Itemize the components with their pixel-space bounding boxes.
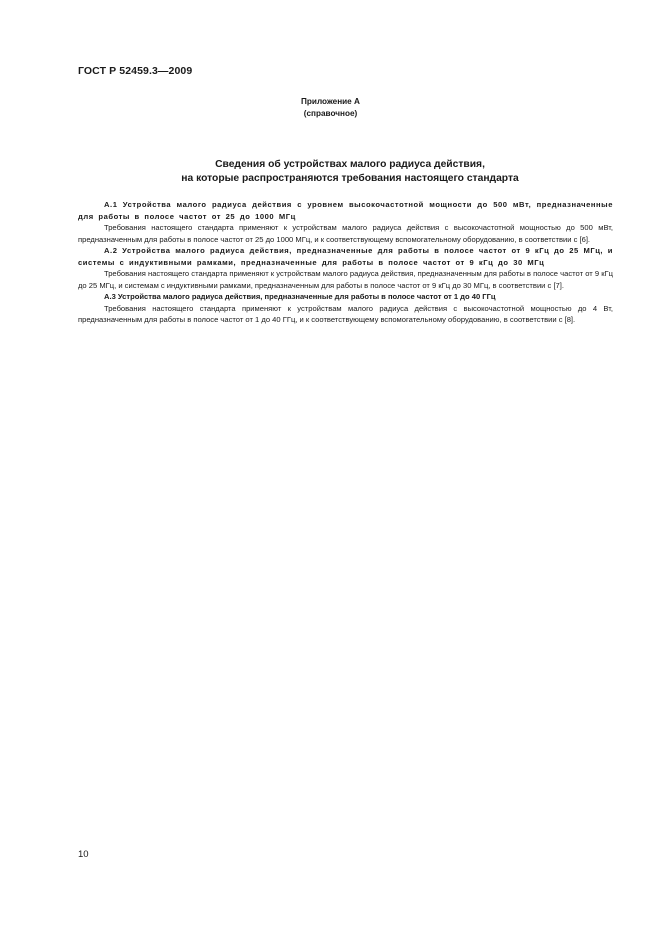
annex-heading-line-2: на которые распространяются требования настоящего стандарта xyxy=(181,173,519,184)
annex-heading xyxy=(0,158,661,186)
page-number: 10 xyxy=(78,849,89,860)
annex-title: Приложение А xyxy=(301,97,360,106)
section-a2-title: А.2 Устройства малого радиуса действия, предназначенные для работы в полосе частот от 9 кГц до 25 МГц, и системы с индуктивными рамками, предназначенные для работы в полосе частот от 9 кГц до 30 МГц xyxy=(78,246,613,267)
document-code: ГОСТ Р 52459.3—2009 xyxy=(78,65,193,77)
section-a1-title: А.1 Устройства малого радиуса действия с уровнем высокочастотной мощности до 500 мВт, предназначенные для работы в полосе частот от 25 до 1000 МГц xyxy=(78,200,613,221)
section-a1-body: Требования настоящего стандарта применяют к устройствам малого радиуса действия с высокочастотной мощностью до 500 мВт, предназначенным для работы в полосе частот от 25 до 1000 МГц, и к соответствующему вспомогательному оборудованию, в соответствии с [6]. xyxy=(78,223,613,244)
annex-content xyxy=(78,199,613,326)
annex-type: (справочное) xyxy=(303,109,358,118)
section-a3-body: Требования настоящего стандарта применяют к устройствам малого радиуса действия с высокочастотной мощностью до 4 Вт, предназначенным для работы в полосе частот от 1 до 40 ГГц, и к соответствующему вспомогательному оборудованию, в соответствии с [8]. xyxy=(78,303,613,325)
section-a2-body: Требования настоящего стандарта применяют к устройствам малого радиуса действия, предназначенным для работы в полосе частот от 9 кГц до 25 МГц, и системам с индуктивными рамками, предназначенным для работы в полосе частот от 9 кГц до 30 МГц, в соответствии с [7]. xyxy=(78,269,613,290)
section-a3-title: А.3 Устройства малого радиуса действия, предназначенные для работы в полосе частот от 1 до 40 ГГц xyxy=(104,292,496,302)
annex-heading-line-1: Сведения об устройствах малого радиуса действия, xyxy=(215,159,485,170)
